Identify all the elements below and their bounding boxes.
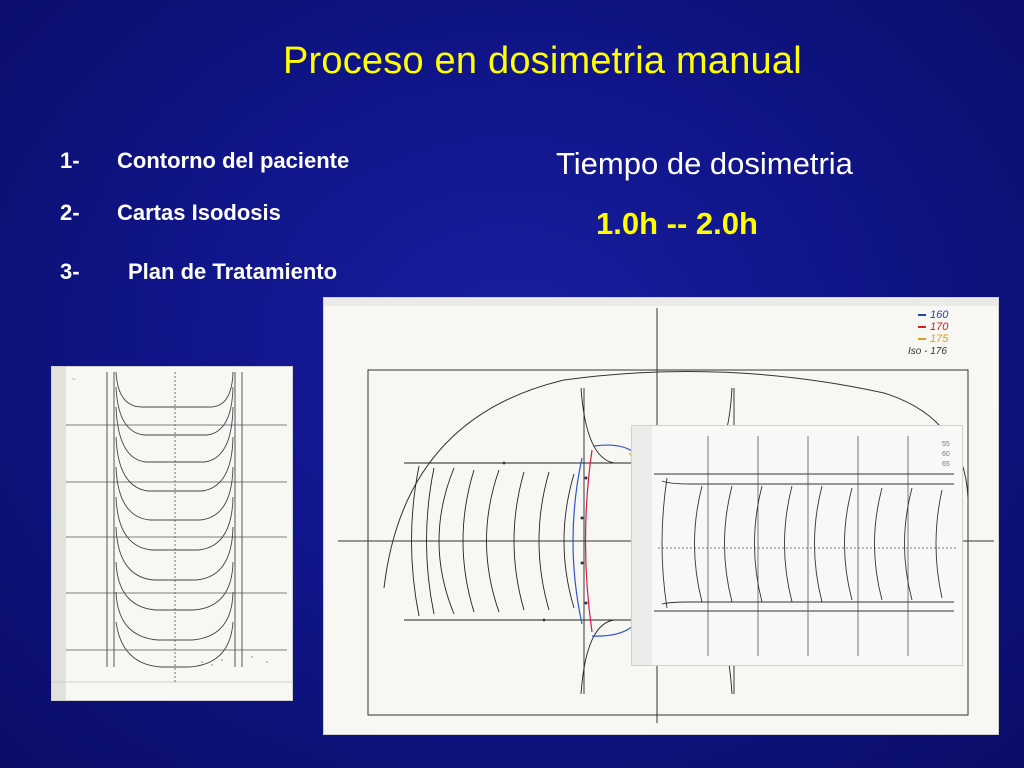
svg-text:55: 55 — [942, 441, 950, 448]
legend-iso-note: Iso - 176 — [908, 346, 947, 357]
tiempo-label: Tiempo de dosimetria — [556, 146, 853, 181]
slide-title: Proceso en dosimetria manual — [283, 40, 802, 82]
isodose-chart-small — [52, 367, 292, 700]
svg-text:65: 65 — [942, 461, 950, 468]
step-number: 3- — [60, 259, 80, 284]
isodose-chart-overlay-drawing — [632, 426, 962, 665]
svg-text:60: 60 — [942, 451, 950, 458]
legend-170: 170 — [930, 321, 949, 333]
step-number: 1- — [60, 148, 80, 173]
isodose-chart-overlay — [632, 426, 962, 665]
step-label: Plan de Tratamiento — [128, 259, 338, 284]
svg-text:~: ~ — [72, 377, 76, 383]
legend-175: 175 — [930, 333, 949, 345]
step-number: 2- — [60, 200, 80, 225]
isodose-chart-small-drawing — [52, 367, 292, 700]
step-label: Contorno del paciente — [117, 148, 350, 173]
legend-160: 160 — [930, 309, 949, 321]
tiempo-value: 1.0h -- 2.0h — [596, 206, 758, 241]
step-label: Cartas Isodosis — [117, 200, 281, 225]
